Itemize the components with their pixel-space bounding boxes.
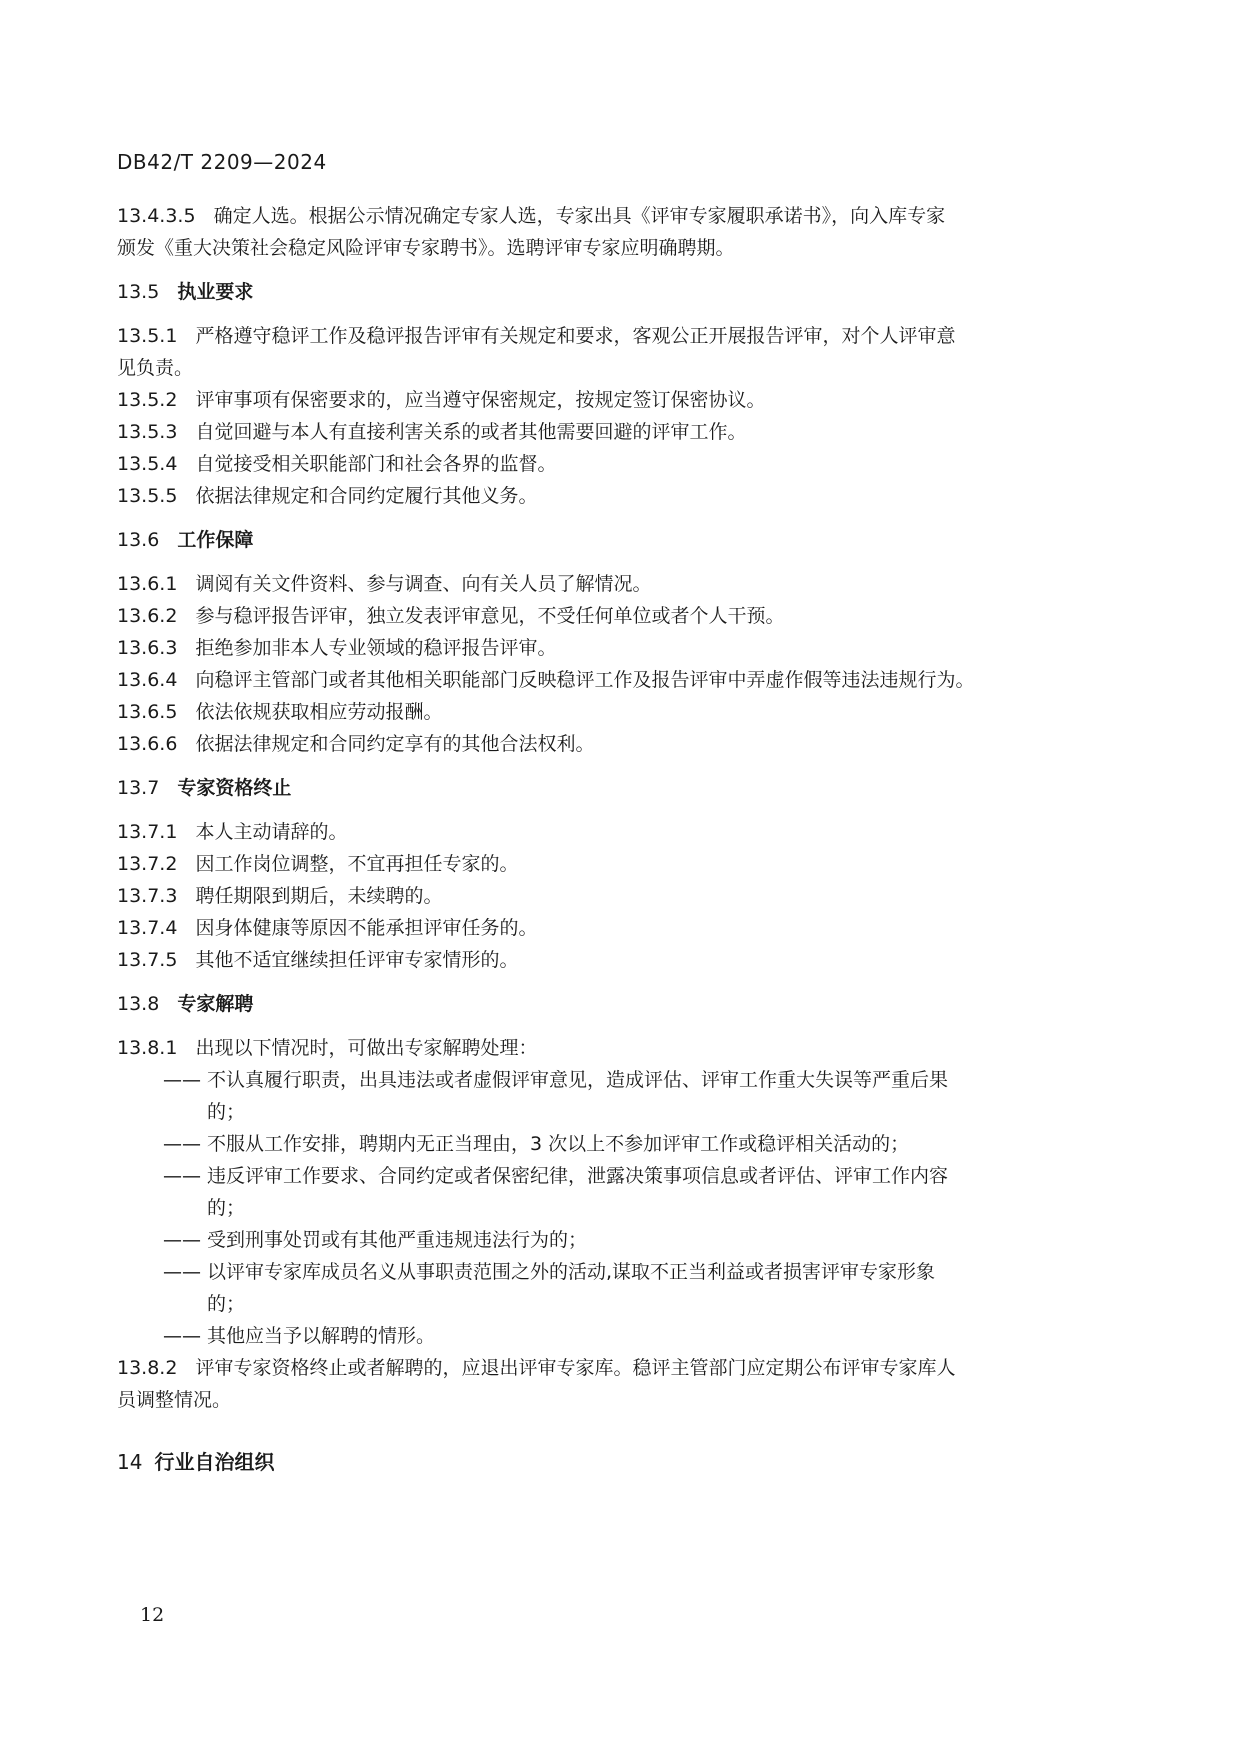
clause-number: 13.6.5 — [117, 701, 178, 723]
clause-text: 调阅有关文件资料、参与调查、向有关人员了解情况。 — [195, 573, 652, 595]
clause-text: 评审事项有保密要求的，应当遵守保密规定，按规定签订保密协议。 — [195, 389, 766, 411]
dash-list-item — [163, 1064, 1117, 1128]
clause-text: 依据法律规定和合同约定享有的其他合法权利。 — [195, 733, 595, 755]
clause-item — [117, 1352, 1117, 1416]
clause-number: 13.5.3 — [117, 421, 178, 443]
clause-number: 13.5.4 — [117, 453, 178, 475]
chapter-heading — [117, 1446, 1117, 1478]
clause-number: 13.8 — [117, 993, 160, 1015]
dash-marker: —— — [163, 1229, 201, 1251]
dash-list-item — [163, 1320, 1117, 1352]
section-heading — [117, 524, 1117, 556]
page-number: 12 — [140, 1604, 165, 1626]
clause-text: 本人主动请辞的。 — [195, 821, 348, 843]
clause-number: 13.7.1 — [117, 821, 178, 843]
clause-number: 13.5 — [117, 281, 160, 303]
dash-list-item — [163, 1128, 1117, 1160]
clause-item — [117, 816, 1117, 848]
clause-text: 执业要求 — [177, 281, 254, 303]
section-heading — [117, 276, 1117, 308]
clause-text: 因身体健康等原因不能承担评审任务的。 — [195, 917, 538, 939]
section-heading — [117, 772, 1117, 804]
clause-text: 向稳评主管部门或者其他相关职能部门反映稳评工作及报告评审中弄虚作假等违法违规行为。 — [195, 669, 975, 691]
clause-number: 13.7 — [117, 777, 160, 799]
dash-marker: —— — [163, 1069, 201, 1091]
clause-text-continuation: 的； — [207, 1293, 246, 1315]
section-heading — [117, 988, 1117, 1020]
clause-text: 其他应当予以解聘的情形。 — [207, 1325, 436, 1347]
clause-text: 依法依规获取相应劳动报酬。 — [195, 701, 443, 723]
clause-text: 受到刑事处罚或有其他严重违规违法行为的； — [207, 1229, 588, 1251]
clause-item — [117, 912, 1117, 944]
clause-text: 违反评审工作要求、合同约定或者保密纪律，泄露决策事项信息或者评估、评审工作内容 — [207, 1165, 949, 1187]
clause-item — [117, 880, 1117, 912]
clause-text: 不服从工作安排，聘期内无正当理由，3 次以上不参加评审工作或稳评相关活动的； — [207, 1133, 910, 1155]
clause-item — [117, 568, 1117, 600]
document-code: DB42/T 2209—2024 — [117, 150, 327, 174]
clause-number: 13.5.1 — [117, 325, 178, 347]
clause-number: 13.6.1 — [117, 573, 178, 595]
clause-item — [117, 600, 1117, 632]
clause-number: 13.7.3 — [117, 885, 178, 907]
document-body — [117, 200, 1117, 1478]
clause-item — [117, 384, 1117, 416]
dash-marker: —— — [163, 1133, 201, 1155]
clause-item — [117, 416, 1117, 448]
clause-text: 拒绝参加非本人专业领域的稳评报告评审。 — [195, 637, 557, 659]
clause-item — [117, 728, 1117, 760]
clause-number: 13.6 — [117, 529, 160, 551]
clause-item — [117, 944, 1117, 976]
clause-text-continuation: 的； — [207, 1101, 246, 1123]
dash-list-item — [163, 1256, 1117, 1320]
clause-text: 其他不适宜继续担任评审专家情形的。 — [195, 949, 519, 971]
clause-item — [117, 1032, 1117, 1064]
clause-item — [117, 200, 1117, 264]
dash-marker: —— — [163, 1261, 201, 1283]
clause-text: 专家资格终止 — [177, 777, 292, 799]
clause-text: 严格遵守稳评工作及稳评报告评审有关规定和要求，客观公正开展报告评审，对个人评审意 — [195, 325, 956, 347]
dash-list-item — [163, 1224, 1117, 1256]
clause-text: 出现以下情况时，可做出专家解聘处理： — [195, 1037, 538, 1059]
clause-item — [117, 696, 1117, 728]
clause-text-continuation: 的； — [207, 1197, 246, 1219]
clause-item — [117, 320, 1117, 384]
clause-item — [117, 664, 1117, 696]
clause-text-continuation: 见负责。 — [117, 357, 194, 379]
clause-number: 14 — [117, 1450, 143, 1474]
dash-marker: —— — [163, 1325, 201, 1347]
clause-text: 参与稳评报告评审，独立发表评审意见，不受任何单位或者个人干预。 — [195, 605, 785, 627]
clause-text: 评审专家资格终止或者解聘的，应退出评审专家库。稳评主管部门应定期公布评审专家库人 — [195, 1357, 956, 1379]
clause-number: 13.6.3 — [117, 637, 178, 659]
dash-list-item — [163, 1160, 1117, 1224]
clause-text: 自觉接受相关职能部门和社会各界的监督。 — [195, 453, 557, 475]
dash-marker: —— — [163, 1165, 201, 1187]
clause-number: 13.6.6 — [117, 733, 178, 755]
clause-text: 自觉回避与本人有直接利害关系的或者其他需要回避的评审工作。 — [195, 421, 747, 443]
clause-number: 13.6.4 — [117, 669, 178, 691]
clause-number: 13.4.3.5 — [117, 205, 196, 227]
clause-number: 13.6.2 — [117, 605, 178, 627]
clause-item — [117, 480, 1117, 512]
clause-text: 行业自治组织 — [154, 1450, 275, 1474]
clause-item — [117, 848, 1117, 880]
clause-number: 13.5.5 — [117, 485, 178, 507]
clause-text: 专家解聘 — [177, 993, 254, 1015]
clause-text: 工作保障 — [177, 529, 254, 551]
clause-text: 确定人选。根据公示情况确定专家人选，专家出具《评审专家履职承诺书》，向入库专家 — [213, 205, 946, 227]
clause-number: 13.7.2 — [117, 853, 178, 875]
clause-number: 13.7.4 — [117, 917, 178, 939]
clause-text-continuation: 颁发《重大决策社会稳定风险评审专家聘书》。选聘评审专家应明确聘期。 — [117, 237, 735, 259]
clause-text-continuation: 员调整情况。 — [117, 1389, 232, 1411]
clause-item — [117, 448, 1117, 480]
clause-text: 以评审专家库成员名义从事职责范围之外的活动,谋取不正当利益或者损害评审专家形象 — [207, 1261, 936, 1283]
clause-item — [117, 632, 1117, 664]
clause-text: 依据法律规定和合同约定履行其他义务。 — [195, 485, 538, 507]
clause-number: 13.7.5 — [117, 949, 178, 971]
clause-number: 13.8.1 — [117, 1037, 178, 1059]
clause-text: 聘任期限到期后，未续聘的。 — [195, 885, 443, 907]
clause-text: 不认真履行职责，出具违法或者虚假评审意见，造成评估、评审工作重大失误等严重后果 — [207, 1069, 949, 1091]
clause-number: 13.5.2 — [117, 389, 178, 411]
clause-number: 13.8.2 — [117, 1357, 178, 1379]
clause-text: 因工作岗位调整，不宜再担任专家的。 — [195, 853, 519, 875]
